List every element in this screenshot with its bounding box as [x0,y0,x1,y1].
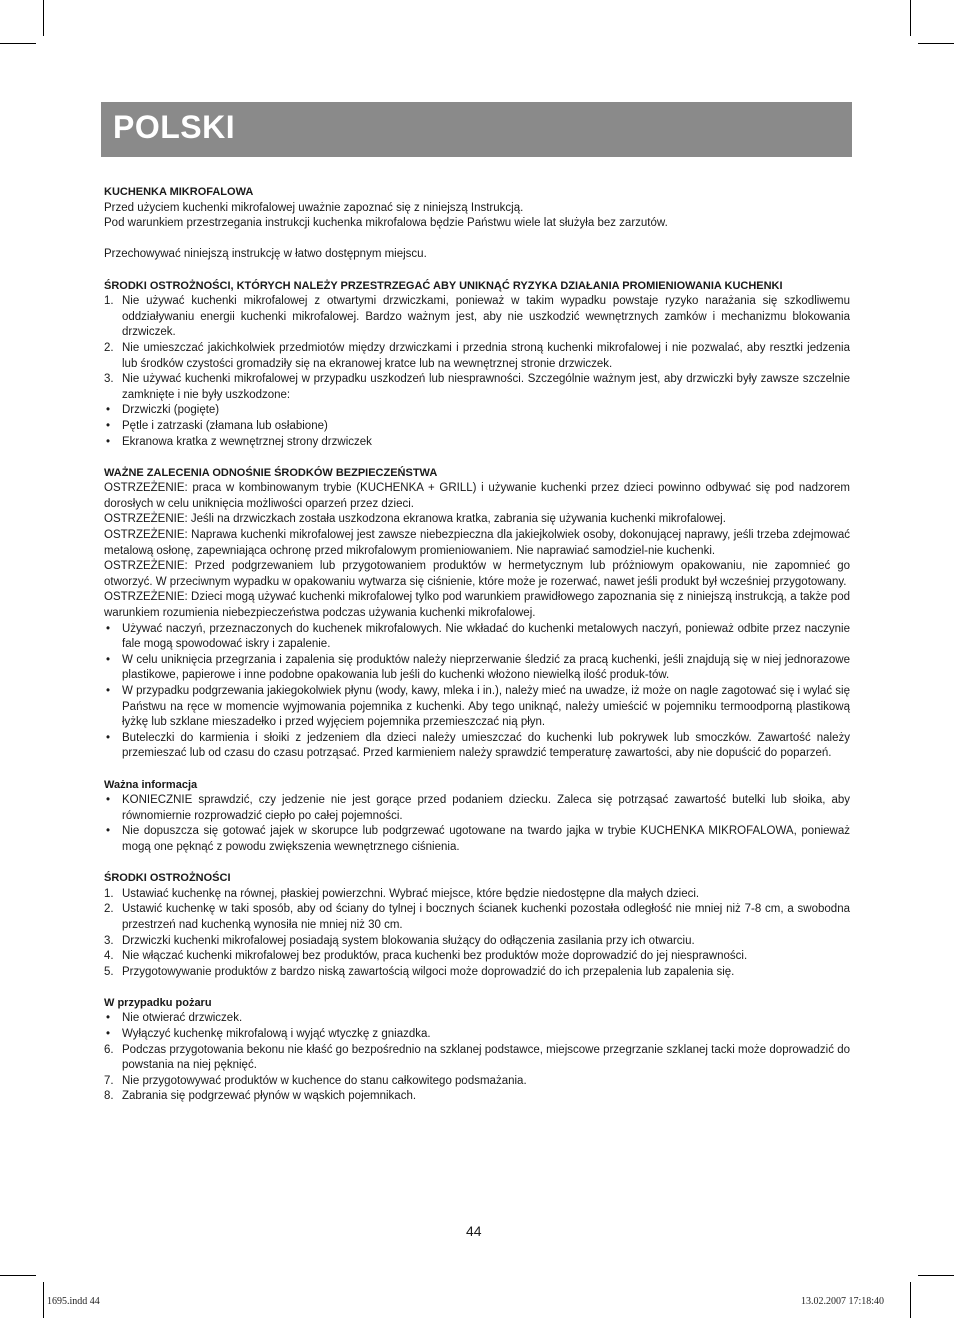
page-content [104,185,850,1105]
item-text: Nie używać kuchenki mikrofalowej z otwartymi drzwiczkami, ponieważ w takim wypadku powstaje ryzyko narażania się szkodliwemu oddziaływaniu energii kuchenki mikrofalowej. Bardzo ważnym jest, aby nie uszkodzić wewnętrznych zamków i mechanizmu blokowania drzwiczek. [122,295,850,339]
crop-mark [910,1282,911,1318]
section-heading: ŚRODKI OSTROŻNOŚCI, KTÓRYCH NALEŻY PRZESTRZEGAĆ ABY UNIKNĄĆ RYZYKA DZIAŁANIA PROMIENIOWANIA KUCHENKI [104,279,783,292]
language-banner [101,102,852,157]
item-text: W przypadku podgrzewania jakiegokolwiek płynu (wody, kawy, mleka i in.), należy mieć na uwadze, iż może on nagle zagotować się i wylać się Państwu na ręce w momencie wyjmowania pojemnika z kuchenki. Aby tego uniknąć, należy umieścić w pojemniku termoodporną plastikową łyżkę lub szklane mieszadełko i przed wyjęciem pojemnika przemieszczać nią płyn. [122,685,850,729]
item-text: Używać naczyń, przeznaczonych do kuchenek mikrofalowych. Nie wkładać do kuchenki metalowych naczyń, ponieważ odbite przez naczynie fale mogą spowodować iskry i zapalenie. [122,622,850,651]
item-number: 7. [104,1074,114,1087]
section-heading: KUCHENKA MIKROFALOWA [104,186,254,198]
safety-bullets [104,622,850,762]
item-text: Drzwiczki (pogięte) [122,404,220,417]
banner-title: POLSKI [113,109,236,145]
list-item [104,435,850,451]
warnings-list [104,481,850,621]
item-text: Nie używać kuchenki mikrofalowej w przypadku uszkodzeń lub niesprawności. Szczególnie ważnym jest, aby drzwiczki były zawsze szczelnie zamknięte i nie były uszkodzone: [122,373,850,401]
list-item [104,731,850,762]
intro-note: Przechowywać niniejszą instrukcję w łatwo dostępnym miejscu. [104,248,427,261]
item-text: Buteleczki do karmienia i słoiki z jedzeniem dla dzieci należy umieszczać do kuchenki lub pokrywek lub smoczków. Zawartość należy przemieszać lub od czasu do czasu potrząsać. Przed karmieniem należy sprawdzić temperaturę zawartości, aby nie dopuścić do poparzeń. [122,731,850,760]
crop-mark [0,1275,36,1276]
item-number: 1. [104,295,114,308]
crop-mark [43,1282,44,1318]
section-heading: WAŻNE ZALECENIA ODNOŚNIE ŚRODKÓW BEZPIECZEŃSTWA [104,466,438,479]
list-item [104,294,850,341]
item-text: Drzwiczki kuchenki mikrofalowej posiadają system blokowania służący do odłączenia zasilania przy ich otwarciu. [122,934,695,947]
list-item [104,622,850,653]
item-text: Ustawiać kuchenkę na równej, płaskiej powierzchni. Wybrać miejsce, które będzie niedostępne dla małych dzieci. [122,887,700,900]
item-text: KONIECZNIE sprawdzić, czy jedzenie nie jest gorące przed podaniem dziecku. Zaleca się potrząsać zawartość butelki lub słoika, aby równomiernie rozprowadzić ciepło po całej pojemności. [122,794,850,822]
warning-paragraph: OSTRZEŻENIE: Przed podgrzewaniem lub przygotowaniem produktów w hermetycznym lub próżniowym opakowaniu, nie zapomnieć go otworzyć. W przeciwnym wypadku w opakowaniu wytwarza się ciśnienie, które może je rozerwać, nawet jeśli produkt był wcześniej przygotowany. [104,560,850,588]
item-text: Przygotowywanie produktów z bardzo niską zawartością wilgoci może doprowadzić do ich przepalenia lub zapalenia się. [122,965,735,978]
bullet-marker: • [106,794,111,807]
list-item [104,419,850,435]
item-number: 2. [104,341,114,354]
bullet-marker: • [106,1012,111,1025]
precautions-list [104,294,850,450]
list-item [104,341,850,372]
item-text: Nie włączać kuchenki mikrofalowej bez produktów, praca kuchenki bez produktów może doprowadzić do jej niesprawności. [122,950,748,963]
item-text: W celu uniknięcia przegrzania i zapalenia się produktów należy nieprzerwanie śledzić za pracą kuchenki, jeśli znajdują się w niej jednorazowe plastikowe, papierowe i inne podobne opakowania lub jeśli do kuchenki włożono niewielką ilość produk-tów. [122,653,850,682]
page-number: 44 [466,1223,482,1239]
precautions-numbered-list [104,887,850,981]
bullet-marker: • [106,685,111,697]
item-number: 3. [104,373,114,386]
fire-list [104,1011,850,1105]
warning-paragraph: OSTRZEŻENIE: Naprawa kuchenki mikrofalowej jest zawsze niebezpieczna dla jakiejkolwiek osoby, dokonującej naprawy, jeśli trzeba zdejmować metalową osłonę, zapewniająca ochronę przed mikrofalowym promieniowaniem. Nie naprawiać samodziel-nie kuchenki. [104,529,850,557]
list-item [104,902,850,933]
item-number: 2. [104,903,114,916]
bullet-marker: • [106,435,111,448]
important-info-list [104,793,850,855]
crop-mark [0,43,36,44]
item-number: 4. [104,950,114,963]
section-heading: Ważna informacja [104,778,198,791]
item-text: Ekranowa kratka z wewnętrznej strony drzwiczek [122,435,372,448]
list-item [104,1043,850,1074]
item-text: Nie otwierać drzwiczek. [122,1012,243,1025]
crop-mark [910,0,911,36]
item-text: Nie umieszczać jakichkolwiek przedmiotów między drzwiczkami i przednia stroną kuchenki mikrofalowej i nie pozwalać, aby resztki jedzenia lub środków czystości gromadziły się na ekranowej kratce lub na wewnętrznej stronie drzwiczek. [122,341,850,370]
list-item [104,824,850,855]
footer-timestamp: 13.02.2007 17:18:40 [800,1296,884,1307]
crop-mark [918,1275,954,1276]
list-item [104,1089,850,1105]
item-number: 3. [104,934,114,947]
item-number: 8. [104,1090,114,1103]
list-item [104,684,850,731]
list-item [104,372,850,403]
item-number: 6. [104,1043,114,1056]
list-item [104,949,850,965]
bullet-marker: • [106,653,111,666]
list-item [104,1074,850,1090]
section-heading: W przypadku pożaru [104,996,212,1009]
item-text: Nie przygotowywać produktów w kuchence do stanu całkowitego podsmażania. [122,1074,527,1087]
item-text: Pętle i zatrzaski (złamana lub osłabione) [122,419,328,432]
item-number: 5. [104,965,114,978]
bullet-marker: • [106,419,111,432]
list-item [104,1011,850,1027]
list-item [104,965,850,981]
bullet-marker: • [106,1028,111,1041]
section-heading: ŚRODKI OSTROŻNOŚCI [104,872,231,885]
item-text: Nie dopuszcza się gotować jajek w skorupce lub podgrzewać ugotowane na twardo jajka w trybie KUCHENKA MIKROFALOWA, ponieważ mogą one pęknąć z powodu zwiększenia wewnętrznego ciśnienia. [122,825,850,853]
list-item [104,934,850,950]
bullet-marker: • [106,731,111,744]
intro-line: Przed użyciem kuchenki mikrofalowej uważnie zapoznać się z niniejszą Instrukcją. [104,201,524,214]
crop-mark [43,0,44,36]
list-item [104,793,850,824]
item-text: Ustawić kuchenkę w taki sposób, aby od ściany do tylnej i bocznych ścianek kuchenki pozostała odległość nie mniej niż 7-8 cm, a swobodna przestrzeń nad kuchenką wynosiła nie mniej niż 30 cm. [122,903,850,931]
warning-paragraph: OSTRZEŻENIE: Dzieci mogą używać kuchenki mikrofalowej tylko pod warunkiem prawidłowego zapoznania się z niniejszą instrukcją, a także pod warunkiem rozumienia niebezpieczeństwa podczas używania kuchenki mikrofalowej. [104,591,850,620]
footer-file: 1695.indd 44 [47,1296,100,1307]
item-number: 1. [104,887,114,900]
warning-paragraph: OSTRZEŻENIE: praca w kombinowanym trybie (KUCHENKA + GRILL) i używanie kuchenki przez dzieci powinno odbywać się pod nadzorem dorosłych w celu uniknięcia możliwości oparzeń przez dzieci. [104,482,850,510]
crop-mark [918,43,954,44]
list-item [104,403,850,419]
bullet-marker: • [106,622,111,635]
list-item [104,887,850,903]
item-text: Wyłączyć kuchenkę mikrofalową i wyjąć wtyczkę z gniazdka. [122,1028,431,1041]
list-item [104,1027,850,1043]
item-text: Podczas przygotowania bekonu nie kłaść go bezpośrednio na szklanej podstawce, miejscowe przegrzanie szklanej tacki może doprowadzić do powstania na niej pęknięć. [122,1043,850,1072]
list-item [104,653,850,684]
intro-line: Pod warunkiem przestrzegania instrukcji kuchenka mikrofalowa będzie Państwu wiele lat służyła bez zarzutów. [104,217,668,230]
item-text: Zabrania się podgrzewać płynów w wąskich pojemnikach. [122,1090,417,1103]
bullet-marker: • [106,404,111,417]
warning-paragraph: OSTRZEŻENIE: Jeśli na drzwiczkach została uszkodzona ekranowa kratka, zabrania się używania kuchenki mikrofalowej. [104,513,726,526]
bullet-marker: • [106,825,111,838]
